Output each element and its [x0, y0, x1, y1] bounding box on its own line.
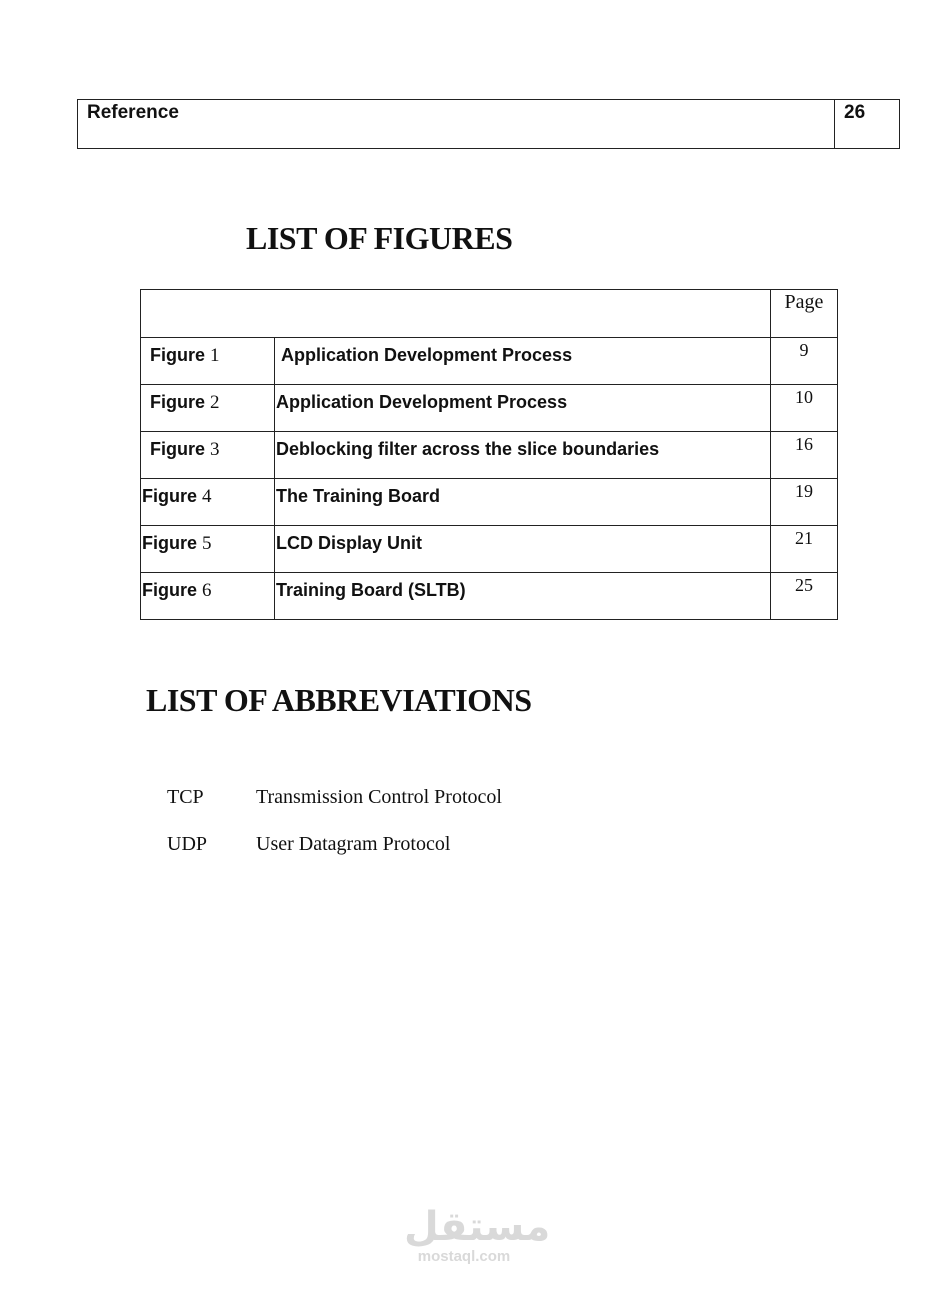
figure-word: Figure [142, 533, 198, 553]
figure-title: Application Development Process [281, 345, 573, 365]
reference-row [77, 99, 900, 149]
figure-word: Figure [150, 392, 206, 412]
figure-number: 2 [210, 392, 220, 413]
figure-title-cell [275, 385, 771, 432]
abbreviation-expansion: User Datagram Protocol [256, 833, 451, 855]
page-header-cell [771, 290, 838, 338]
figure-title: Deblocking filter across the slice boundaries [276, 439, 660, 459]
figure-page: 19 [795, 481, 813, 501]
figure-number: 5 [202, 533, 212, 554]
figure-label [141, 573, 274, 602]
figure-page-cell [771, 479, 838, 526]
watermark-arabic-logo: مستقل [404, 1205, 551, 1249]
figure-page: 16 [795, 434, 813, 454]
watermark-domain: mostaql.com [417, 1248, 511, 1265]
figure-title: The Training Board [276, 486, 441, 506]
page-column-header: Page [784, 291, 824, 313]
figure-page: 9 [799, 340, 809, 360]
figure-page-cell [771, 385, 838, 432]
reference-page-number: 26 [844, 102, 866, 123]
figure-word: Figure [150, 345, 206, 365]
abbreviation-expansion: Transmission Control Protocol [256, 786, 502, 808]
reference-divider [834, 100, 835, 148]
figure-title: Training Board (SLTB) [276, 580, 466, 600]
figure-label-cell [141, 573, 275, 620]
figure-label [141, 385, 274, 414]
figure-page: 10 [795, 387, 813, 407]
figure-label-cell [141, 526, 275, 573]
figures-table [140, 289, 838, 620]
figure-title-cell [275, 338, 771, 385]
figure-word: Figure [142, 486, 198, 506]
figure-label [141, 526, 274, 555]
reference-label: Reference [87, 102, 179, 123]
figure-number: 6 [202, 580, 212, 601]
figure-page-cell [771, 573, 838, 620]
figure-page: 21 [795, 528, 813, 548]
abbreviation-code: UDP [167, 833, 208, 855]
header-empty-cell [141, 290, 771, 338]
figure-label [141, 432, 274, 461]
figure-number: 4 [202, 486, 212, 507]
mostaql-watermark [404, 1205, 551, 1265]
figures-table-header [141, 290, 838, 338]
figure-page-cell [771, 526, 838, 573]
figure-title: Application Development Process [276, 392, 568, 412]
table-row [141, 573, 838, 620]
table-row [141, 526, 838, 573]
figure-label [141, 479, 274, 508]
list-of-abbreviations-heading: LIST OF ABBREVIATIONS [146, 682, 532, 718]
figure-label-cell [141, 385, 275, 432]
figure-label-cell [141, 479, 275, 526]
table-row [141, 385, 838, 432]
figure-page-cell [771, 338, 838, 385]
figure-title-cell [275, 573, 771, 620]
figure-label-cell [141, 338, 275, 385]
figure-title-cell [275, 526, 771, 573]
figure-word: Figure [142, 580, 198, 600]
abbreviation-code: TCP [167, 786, 204, 808]
figure-page: 25 [795, 575, 813, 595]
figure-label-cell [141, 432, 275, 479]
figure-title-cell [275, 432, 771, 479]
figure-word: Figure [150, 439, 206, 459]
figure-number: 1 [210, 345, 220, 366]
table-row [141, 432, 838, 479]
figure-page-cell [771, 432, 838, 479]
table-row [141, 338, 838, 385]
figure-number: 3 [210, 439, 220, 460]
figure-label [141, 338, 274, 367]
figure-title: LCD Display Unit [276, 533, 423, 553]
list-of-figures-heading: LIST OF FIGURES [246, 220, 513, 256]
figure-title-cell [275, 479, 771, 526]
table-row [141, 479, 838, 526]
